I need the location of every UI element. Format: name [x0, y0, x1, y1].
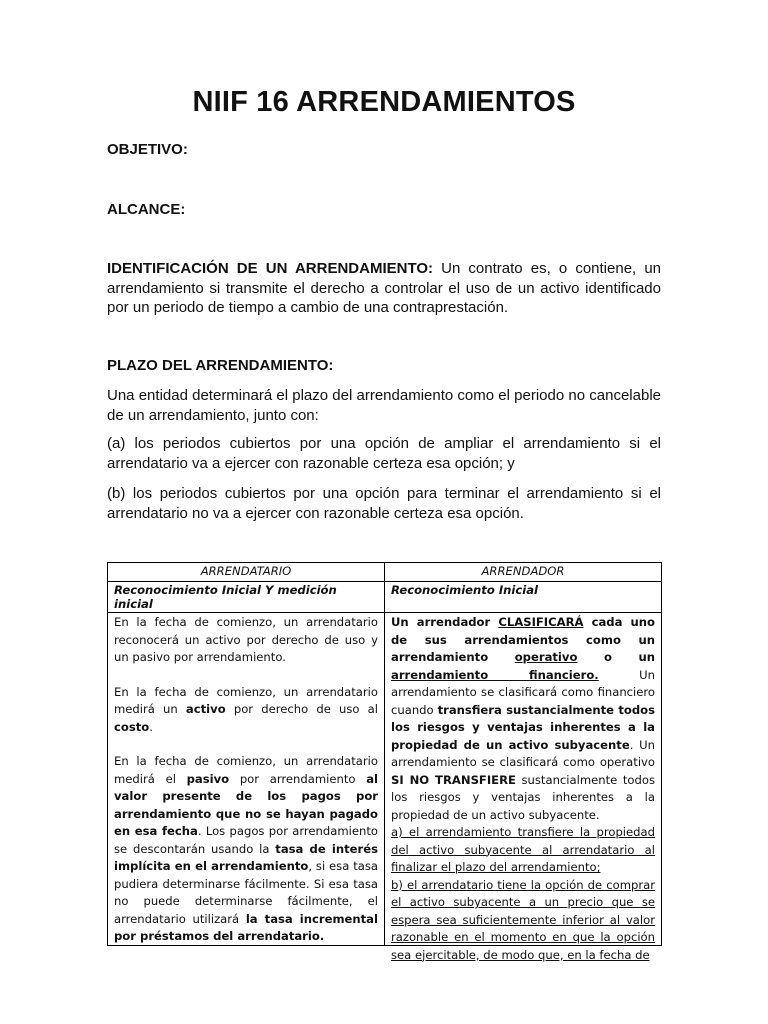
cell-arrendatario [108, 613, 385, 946]
paragraph-plazo-a: (a) los periodos cubiertos por una opción de ampliar el arrendamiento si el arrendatario va a ejercer con razonable certeza esa opción; y [107, 435, 661, 472]
document-title: NIIF 16 ARRENDAMIENTOS [192, 86, 576, 118]
subheader-arrendatario: Reconocimiento Inicial Y medición inicial [108, 582, 385, 613]
cell-arrendador [385, 613, 662, 962]
arrendador-p1: Un arrendador CLASIFICARÁ cada uno de sus arrendamientos como un arrendamiento operativo o un arrendamiento financiero. Un arrendamiento se clasificará como financiero cuando transfiera sustancialmente todos los riesgos y ventajas inherentes a la propiedad de un activo subyacente. Un arrendamiento se clasificará como operativo SI NO TRANSFIERE sustancialmente todos los riesgos y ventajas inherentes a la propiedad de un activo subyacente. [391, 615, 655, 822]
table-subheader-row [108, 582, 662, 613]
arrendatario-p3: En la fecha de comienzo, un arrendatario medirá el pasivo por arrendamiento al valor presente de los pagos por arrendamiento que no se hayan pagado en esa fecha. Los pagos por arrendamiento se descontarán usando la tasa de interés implícita en el arrendamiento, si esa tasa pudiera determinarse fácilmente. Si esa tasa no puede determinarse fácilmente, el arrendatario utilizará la tasa incremental por préstamos del arrendatario. [114, 754, 378, 943]
comparison-table [107, 562, 662, 962]
arrendatario-p2: En la fecha de comienzo, un arrendatario medirá un activo por derecho de uso al costo. [114, 684, 378, 734]
paragraph-plazo-1: Una entidad determinará el plazo del arrendamiento como el periodo no cancelable de un arrendamiento, junto con: [107, 387, 661, 424]
subheader-arrendador: Reconocimiento Inicial [385, 582, 662, 613]
table-header-row [108, 563, 662, 582]
header-arrendatario: ARRENDATARIO [108, 563, 385, 582]
paragraph-identificacion [107, 259, 661, 318]
header-arrendador: ARRENDADOR [385, 563, 662, 582]
identificacion-body: Un contrato es, o contiene, un arrendamiento si transmite el derecho a controlar el uso de un activo identificado por un periodo de tiempo a cambio de una contraprestación. [107, 260, 661, 316]
paragraph-plazo-b: (b) los periodos cubiertos por una opción para terminar el arrendamiento si el arrendatario no va a ejercer con razonable certeza esa opción. [107, 485, 661, 522]
arrendador-item-b: b) el arrendatario tiene la opción de comprar el activo subyacente a un precio que se espera sea suficientemente inferior al valor razonable en el momento en que la opción sea ejercitable, de modo que, en la fecha de [391, 877, 655, 962]
heading-objetivo: OBJETIVO: [107, 141, 188, 158]
heading-plazo: PLAZO DEL ARRENDAMIENTO: [107, 357, 334, 374]
arrendador-item-a: a) el arrendamiento transfiere la propiedad del activo subyacente al arrendatario al finalizar el plazo del arrendamiento; [391, 825, 655, 874]
heading-alcance: ALCANCE: [107, 201, 186, 218]
table-row [108, 613, 662, 946]
heading-identificacion: IDENTIFICACIÓN DE UN ARRENDAMIENTO: [107, 260, 434, 277]
arrendatario-p1: En la fecha de comienzo, un arrendatario reconocerá un activo por derecho de uso y un pasivo por arrendamiento. [114, 615, 378, 664]
